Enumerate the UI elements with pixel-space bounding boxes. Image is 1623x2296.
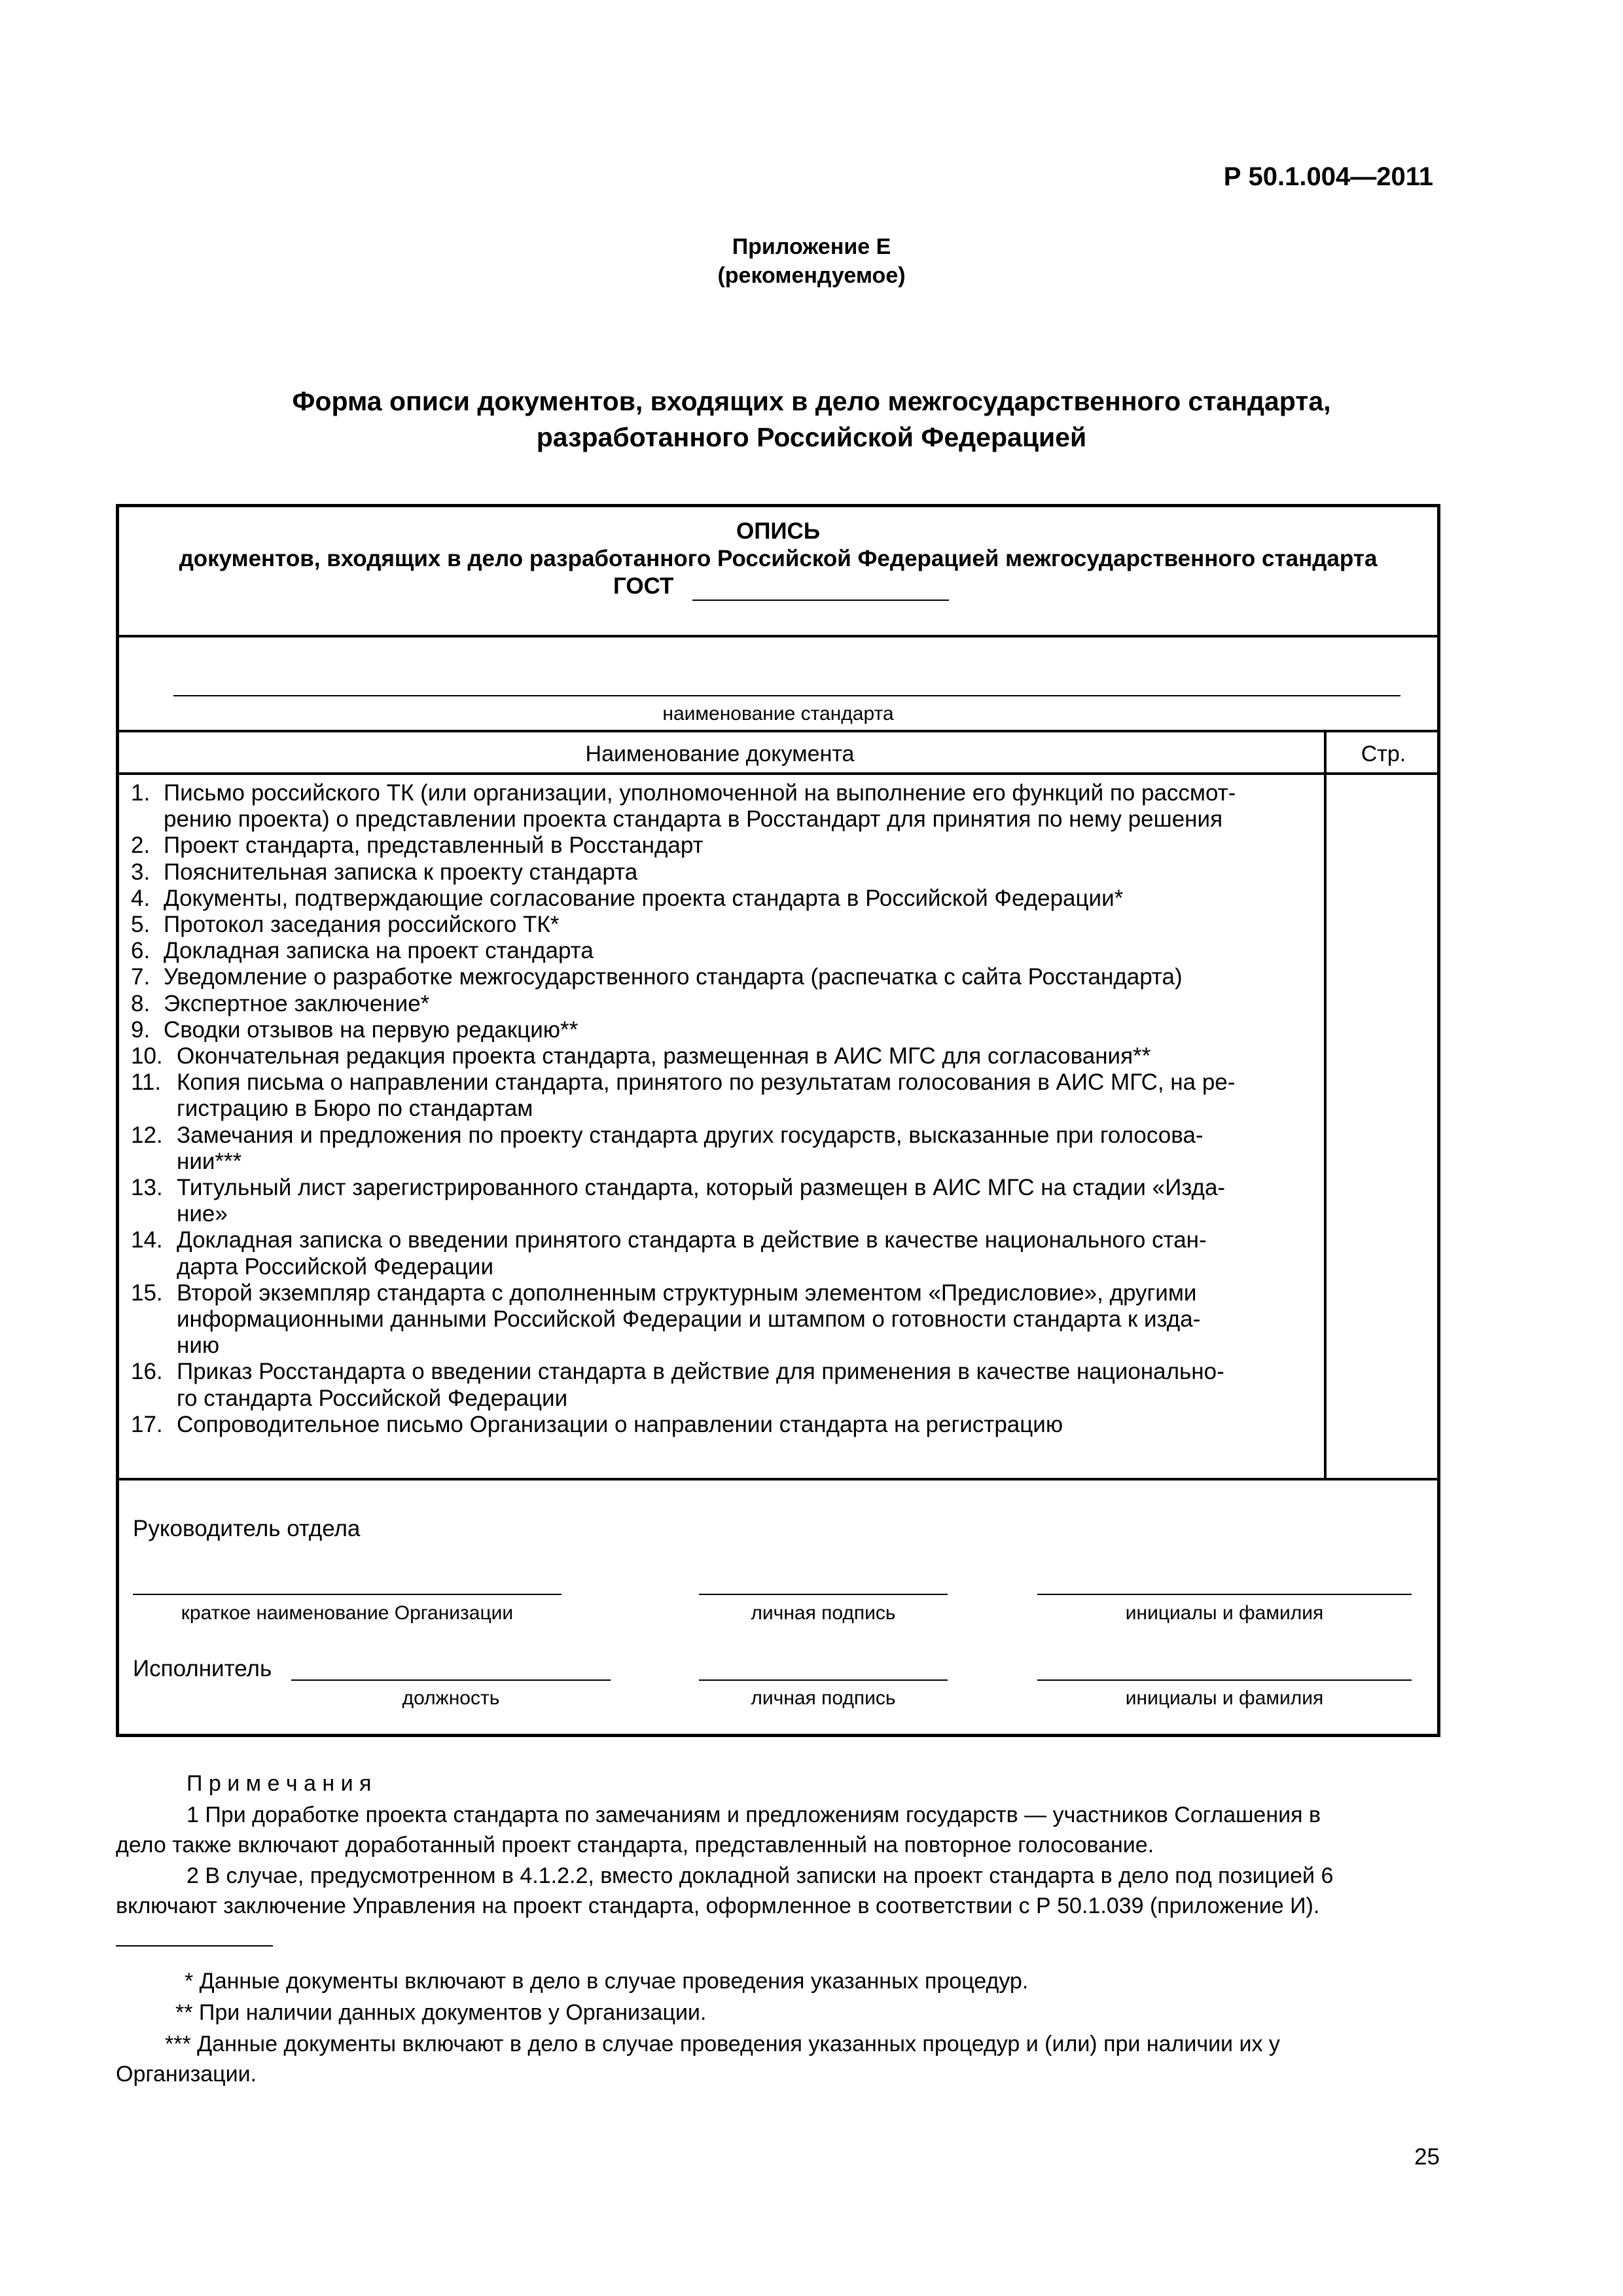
appendix-subtitle: (рекомендуемое)	[717, 263, 906, 288]
signature-caption: личная подпись	[751, 1602, 896, 1624]
form-title-line-1: Форма описи документов, входящих в дело межгосударственного стандарта,	[292, 386, 1331, 416]
position-caption: должность	[402, 1687, 500, 1709]
executor-label: Исполнитель	[133, 1656, 272, 1681]
gost-number-line	[692, 600, 949, 601]
list-item-text: Протокол заседания российского ТК*	[164, 912, 560, 937]
list-item-text: Докладная записка на проект стандарта	[164, 938, 594, 964]
list-item-text: Сводки отзывов на первую редакцию**	[164, 1016, 579, 1043]
list-item-number: 6.	[131, 938, 151, 964]
note-1-line-1: 1 При доработке проекта стандарта по замечаниям и предложениям государств — участников Соглашения в	[187, 1803, 1321, 1827]
signature-line	[699, 1594, 948, 1595]
organization-line	[133, 1594, 562, 1595]
standard-name-caption: наименование стандарта	[662, 703, 894, 725]
column-header-page: Стр.	[1361, 742, 1406, 766]
page-number: 25	[1414, 2144, 1440, 2170]
list-item-text: Сопроводительное письмо Организации о направлении стандарта на регистрацию	[177, 1411, 1063, 1437]
appendix-title: Приложение Е	[732, 234, 891, 259]
list-item-text: Окончательная редакция проекта стандарта, размещенная в АИС МГС для согласования**	[177, 1043, 1151, 1069]
list-item-number: 14.	[131, 1227, 163, 1253]
list-item-text: Копия письма о направлении стандарта, принятого по результатам голосования в АИС МГС, на ре-	[177, 1069, 1236, 1096]
form-title-line-2: разработанного Российской Федерацией	[536, 422, 1087, 452]
list-item-number: 8.	[131, 990, 151, 1016]
column-divider	[1324, 730, 1327, 1479]
position-line	[291, 1679, 611, 1681]
list-item-text: ние»	[177, 1201, 228, 1227]
list-item-number: 12.	[131, 1122, 163, 1148]
list-item-number: 1.	[131, 780, 151, 806]
list-item-text: Пояснительная записка к проекту стандарта	[164, 859, 638, 885]
standard-name-line	[173, 695, 1400, 696]
list-item-number: 15.	[131, 1280, 163, 1306]
organization-caption: краткое наименование Организации	[181, 1602, 514, 1624]
list-item-text: Замечания и предложения по проекту стандарта других государств, высказанные при голосова-	[177, 1122, 1204, 1148]
list-item-number: 3.	[131, 859, 151, 885]
list-item-number: 10.	[131, 1043, 163, 1069]
list-item-text: нию	[177, 1333, 220, 1359]
name-line	[1037, 1594, 1412, 1595]
document-code: Р 50.1.004—2011	[1223, 162, 1433, 191]
name-line	[1037, 1679, 1412, 1681]
gost-label: ГОСТ	[613, 573, 674, 599]
list-item-text: Уведомление о разработке межгосударственного стандарта (распечатка с сайта Росстандарта)	[164, 964, 1183, 990]
note-2-line-1: 2 В случае, предусмотренном в 4.1.2.2, вместо докладной записки на проект стандарта в дело под позицией 6	[187, 1863, 1334, 1888]
list-item-text: Титульный лист зарегистрированного стандарта, который размещен в АИС МГС на стадии «Изда-	[177, 1175, 1226, 1200]
list-item-text: Документы, подтверждающие согласование проекта стандарта в Российской Федерации*	[164, 885, 1124, 911]
list-item-number: 7.	[131, 964, 151, 990]
list-item-number: 4.	[131, 885, 151, 911]
notes-title: П р и м е ч а н и я	[187, 1771, 372, 1796]
list-item-number: 16.	[131, 1359, 163, 1385]
list-item-number: 13.	[131, 1175, 163, 1200]
list-item-number: 11.	[131, 1069, 162, 1096]
divider	[116, 635, 1440, 637]
divider	[116, 772, 1440, 775]
column-header-document-name: Наименование документа	[585, 742, 855, 766]
list-item-number: 2.	[131, 833, 151, 859]
signature-caption: личная подпись	[751, 1687, 896, 1709]
name-caption: инициалы и фамилия	[1125, 1602, 1324, 1624]
footnote-1: * Данные документы включают в дело в случае проведения указанных процедур.	[185, 1969, 1029, 1994]
note-1-line-2: дело также включают доработанный проект стандарта, представленный на повторное голосование.	[116, 1833, 1154, 1857]
divider	[116, 1478, 1440, 1480]
list-item-text: Проект стандарта, представленный в Росстандарт	[164, 833, 704, 859]
list-item-text: нии***	[177, 1148, 242, 1174]
list-item-text: гистрацию в Бюро по стандартам	[177, 1096, 533, 1122]
list-item-text: Письмо российского ТК (или организации, уполномоченной на выполнение его функций по рассмот-	[164, 780, 1236, 806]
list-item-text: рению проекта) о представлении проекта стандарта в Росстандарт для принятия по нему решения	[164, 806, 1223, 833]
list-item-text: Экспертное заключение*	[164, 990, 430, 1016]
footnote-separator	[116, 1945, 273, 1946]
divider	[116, 730, 1440, 732]
footnote-3-line-2: Организации.	[116, 2062, 257, 2087]
list-item-text: Второй экземпляр стандарта с дополненным структурным элементом «Предисловие», другими	[177, 1280, 1197, 1306]
form-subheading: документов, входящих в дело разработанного Российской Федерацией межгосударственного стандарта	[179, 546, 1378, 571]
list-item-number: 5.	[131, 912, 151, 937]
list-item-number: 17.	[131, 1411, 163, 1437]
head-of-department-label: Руководитель отдела	[133, 1516, 361, 1541]
form-heading: ОПИСЬ	[736, 518, 820, 544]
note-2-line-2: включают заключение Управления на проект стандарта, оформленное в соответствии с Р 50.1.039 (приложение И).	[116, 1893, 1320, 1918]
signature-line	[699, 1679, 948, 1681]
name-caption: инициалы и фамилия	[1125, 1687, 1324, 1709]
list-item-text: информационными данными Российской Федерации и штампом о готовности стандарта к изда-	[177, 1306, 1201, 1332]
list-item-text: Докладная записка о введении принятого стандарта в действие в качестве национального стан-	[177, 1227, 1207, 1253]
list-item-text: го стандарта Российской Федерации	[177, 1385, 568, 1411]
list-item-number: 9.	[131, 1016, 151, 1043]
list-item-text: Приказ Росстандарта о введении стандарта в действие для применения в качестве национально-	[177, 1359, 1224, 1385]
footnote-3-line-1: *** Данные документы включают в дело в случае проведения указанных процедур и (или) при наличии их у	[165, 2032, 1280, 2056]
list-item-text: дарта Российской Федерации	[177, 1253, 494, 1280]
footnote-2: ** При наличии данных документов у Организации.	[175, 2000, 707, 2025]
